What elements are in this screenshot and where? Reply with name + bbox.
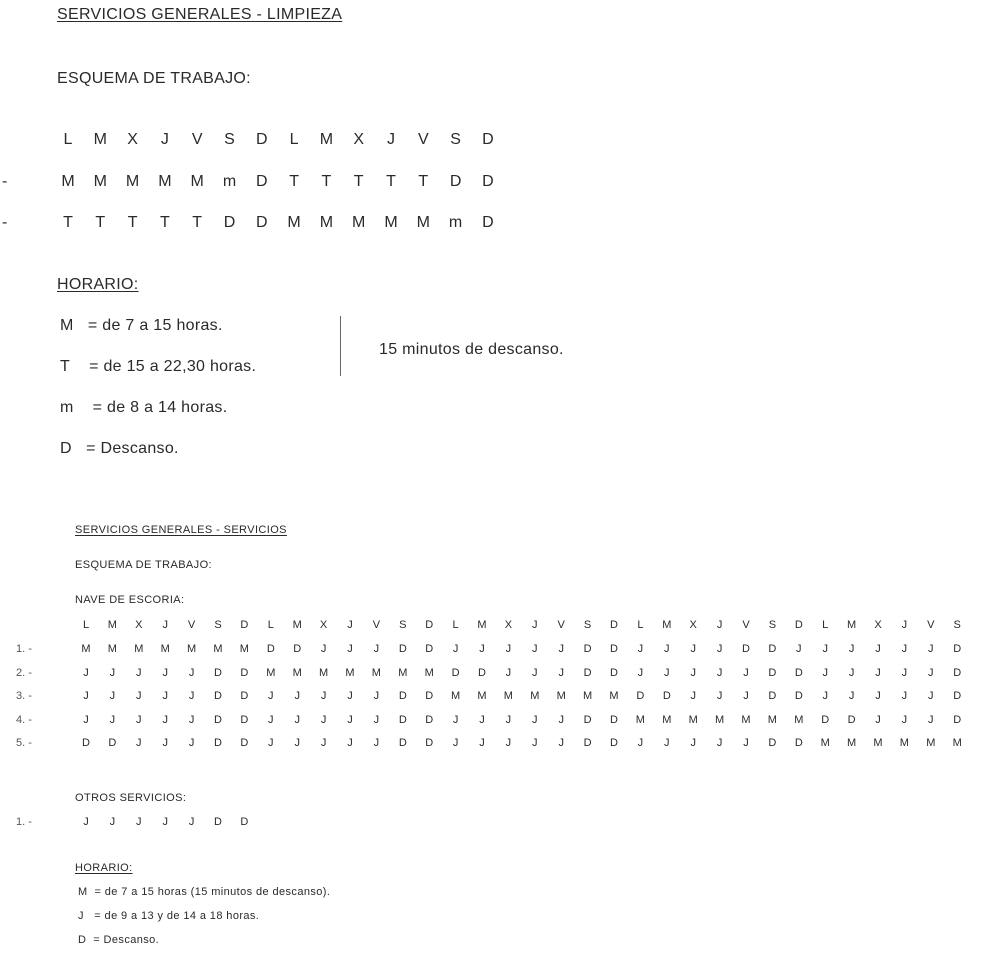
shift-cell: J bbox=[109, 690, 116, 702]
shift-cell: D bbox=[214, 690, 222, 702]
shift-cell: J bbox=[928, 690, 934, 702]
schedule-text: = de 7 a 15 horas. bbox=[87, 317, 223, 334]
shift-cell: J bbox=[505, 737, 512, 749]
shift-cell: J bbox=[373, 643, 380, 655]
limpieza-schedule-item bbox=[60, 358, 256, 376]
shift-cell: J bbox=[347, 713, 353, 726]
shift-cell: J bbox=[136, 816, 142, 828]
shift-cell: J bbox=[188, 737, 195, 749]
shift-cell: D bbox=[240, 690, 249, 702]
shift-cell: D bbox=[847, 713, 856, 726]
shift-cell: J bbox=[822, 666, 828, 679]
shift-cell: T bbox=[127, 214, 138, 231]
shift-cell: L bbox=[822, 619, 829, 631]
shift-cell: M bbox=[873, 737, 883, 749]
shift-cell: M bbox=[134, 643, 144, 655]
shift-cell: D bbox=[768, 643, 777, 655]
shift-cell: M bbox=[319, 131, 334, 148]
shift-cell: M bbox=[477, 619, 487, 631]
shift-cell: J bbox=[664, 737, 670, 749]
shift-cell: D bbox=[610, 619, 618, 631]
schedule-text: = Descanso. bbox=[86, 440, 179, 457]
shift-cell: J bbox=[558, 643, 564, 655]
shift-cell: J bbox=[637, 643, 644, 655]
shift-cell: V bbox=[557, 619, 565, 631]
shift-cell: J bbox=[716, 666, 723, 679]
shift-cell: J bbox=[109, 713, 116, 726]
shift-cell: J bbox=[160, 131, 169, 148]
shift-cell: J bbox=[109, 666, 116, 679]
shift-cell: D bbox=[425, 619, 434, 631]
shift-cell: D bbox=[482, 214, 494, 231]
shift-cell: D bbox=[610, 737, 618, 749]
shift-cell: J bbox=[743, 737, 749, 749]
shift-cell: J bbox=[83, 713, 89, 726]
shift-cell: J bbox=[320, 737, 327, 749]
shift-cell: S bbox=[450, 131, 461, 148]
shift-cell: X bbox=[127, 131, 138, 148]
shift-cell: J bbox=[743, 690, 749, 702]
row-marker: - bbox=[2, 214, 8, 231]
shift-cell: D bbox=[794, 666, 803, 679]
shift-cell: J bbox=[268, 713, 274, 726]
shift-cell: J bbox=[162, 737, 168, 749]
shift-cell: m bbox=[448, 214, 463, 231]
shift-cell: M bbox=[371, 666, 381, 679]
shift-cell: X bbox=[319, 619, 328, 631]
shift-cell: D bbox=[794, 690, 803, 702]
shift-cell: D bbox=[214, 816, 222, 828]
shift-cell: M bbox=[451, 690, 461, 702]
shift-cell: J bbox=[188, 666, 195, 679]
shift-cell: J bbox=[875, 643, 881, 655]
shift-cell: J bbox=[162, 816, 168, 828]
shift-cell: J bbox=[347, 619, 353, 631]
shift-cell: D bbox=[451, 666, 460, 679]
schedule-text: = de 8 a 14 horas. bbox=[92, 399, 228, 416]
shift-cell: D bbox=[742, 643, 750, 655]
shift-cell: J bbox=[320, 643, 327, 655]
shift-cell: T bbox=[353, 173, 364, 190]
shift-cell: M bbox=[820, 737, 830, 749]
shift-cell: S bbox=[583, 619, 592, 631]
schedule-code: M bbox=[78, 886, 88, 898]
shift-cell: J bbox=[373, 713, 380, 726]
shift-cell: D bbox=[482, 173, 494, 190]
shift-cell: T bbox=[192, 214, 203, 231]
shift-cell: D bbox=[794, 619, 803, 631]
shift-cell: J bbox=[452, 643, 459, 655]
shift-cell: J bbox=[928, 666, 934, 679]
shift-cell: J bbox=[294, 737, 300, 749]
shift-cell: L bbox=[289, 131, 299, 148]
shift-cell: M bbox=[352, 214, 366, 231]
row-marker: - bbox=[2, 173, 8, 190]
shift-cell: D bbox=[953, 690, 962, 702]
shift-cell: M bbox=[477, 690, 487, 702]
shift-cell: J bbox=[822, 643, 828, 655]
shift-cell: J bbox=[901, 643, 908, 655]
shift-cell: M bbox=[583, 690, 593, 702]
shift-cell: J bbox=[716, 643, 723, 655]
shift-cell: J bbox=[136, 666, 142, 679]
shift-cell: J bbox=[505, 666, 512, 679]
limpieza-scheme-title: ESQUEMA DE TRABAJO: bbox=[57, 70, 251, 87]
schedule-text: = de 9 a 13 y de 14 a 18 horas. bbox=[94, 910, 260, 922]
shift-cell: D bbox=[425, 737, 434, 749]
shift-cell: J bbox=[875, 713, 881, 726]
shift-cell: D bbox=[662, 690, 671, 702]
shift-cell: D bbox=[214, 713, 222, 726]
row-label: 3. - bbox=[16, 690, 32, 702]
shift-cell: J bbox=[558, 666, 564, 679]
shift-cell: M bbox=[158, 173, 172, 190]
shift-cell: J bbox=[848, 666, 855, 679]
shift-cell: V bbox=[927, 619, 935, 631]
shift-cell: M bbox=[926, 737, 936, 749]
shift-cell: M bbox=[688, 713, 698, 726]
shift-cell: M bbox=[847, 619, 857, 631]
shift-cell: J bbox=[558, 713, 564, 726]
shift-cell: J bbox=[928, 643, 934, 655]
shift-cell: J bbox=[716, 737, 723, 749]
shift-cell: D bbox=[449, 173, 462, 190]
shift-cell: M bbox=[556, 690, 566, 702]
limpieza-schedule-title: HORARIO: bbox=[57, 276, 139, 293]
shift-cell: J bbox=[716, 619, 723, 631]
shift-cell: D bbox=[293, 643, 302, 655]
shift-cell: M bbox=[292, 666, 302, 679]
row-label: 5. - bbox=[16, 737, 32, 749]
shift-cell: L bbox=[82, 619, 90, 631]
shift-cell: T bbox=[63, 214, 73, 231]
shift-cell: M bbox=[81, 643, 91, 655]
shift-cell: J bbox=[452, 737, 459, 749]
shift-cell: D bbox=[398, 690, 407, 702]
shift-cell: J bbox=[875, 690, 881, 702]
break-note: 15 minutos de descanso. bbox=[379, 341, 564, 358]
shift-cell: J bbox=[320, 713, 327, 726]
shift-cell: D bbox=[82, 737, 90, 749]
shift-cell: V bbox=[187, 619, 196, 631]
shift-cell: D bbox=[610, 666, 618, 679]
shift-cell: J bbox=[532, 713, 538, 726]
shift-cell: M bbox=[61, 173, 75, 190]
shift-cell: J bbox=[505, 643, 512, 655]
shift-cell: M bbox=[107, 619, 117, 631]
shift-cell: J bbox=[901, 713, 908, 726]
shift-cell: J bbox=[637, 666, 644, 679]
shift-cell: M bbox=[319, 666, 329, 679]
shift-cell: M bbox=[952, 737, 962, 749]
shift-cell: D bbox=[636, 690, 645, 702]
shift-cell: J bbox=[136, 690, 142, 702]
shift-cell: J bbox=[637, 737, 644, 749]
shift-cell: M bbox=[187, 643, 197, 655]
shift-cell: D bbox=[256, 214, 268, 231]
shift-cell: J bbox=[822, 690, 828, 702]
limpieza-title: SERVICIOS GENERALES - LIMPIEZA bbox=[57, 6, 343, 23]
row-label: 2. - bbox=[16, 666, 32, 679]
shift-cell: M bbox=[503, 690, 513, 702]
shift-cell: D bbox=[240, 816, 249, 828]
servicios-scheme-title: ESQUEMA DE TRABAJO: bbox=[75, 559, 212, 571]
shift-cell: L bbox=[452, 619, 459, 631]
shift-cell: V bbox=[372, 619, 381, 631]
shift-cell: J bbox=[479, 737, 485, 749]
shift-cell: J bbox=[373, 737, 380, 749]
shift-cell: J bbox=[848, 690, 855, 702]
shift-cell: D bbox=[256, 131, 268, 148]
shift-cell: D bbox=[794, 737, 803, 749]
shift-cell: D bbox=[953, 666, 962, 679]
row-label: 1. - bbox=[16, 816, 32, 828]
shift-cell: J bbox=[875, 666, 881, 679]
schedule-text: = de 7 a 15 horas (15 minutos de descanso). bbox=[94, 886, 331, 898]
shift-cell: M bbox=[345, 666, 355, 679]
shift-cell: M bbox=[662, 619, 672, 631]
shift-cell: M bbox=[239, 643, 249, 655]
shift-cell: J bbox=[928, 713, 934, 726]
shift-cell: M bbox=[530, 690, 540, 702]
shift-cell: J bbox=[690, 643, 696, 655]
shift-cell: J bbox=[373, 690, 380, 702]
shift-cell: L bbox=[637, 619, 644, 631]
shift-cell: J bbox=[743, 666, 749, 679]
shift-cell: J bbox=[83, 816, 89, 828]
shift-cell: J bbox=[479, 643, 485, 655]
shift-cell: J bbox=[387, 131, 395, 148]
otros-servicios-title: OTROS SERVICIOS: bbox=[75, 792, 187, 804]
shift-cell: V bbox=[191, 131, 203, 148]
shift-cell: X bbox=[353, 131, 365, 148]
shift-cell: J bbox=[664, 643, 670, 655]
shift-cell: J bbox=[294, 690, 300, 702]
shift-cell: J bbox=[848, 643, 855, 655]
shift-cell: M bbox=[384, 214, 398, 231]
row-label: 4. - bbox=[16, 713, 32, 726]
shift-cell: X bbox=[135, 619, 143, 631]
shift-cell: J bbox=[532, 666, 538, 679]
shift-cell: m bbox=[222, 173, 237, 190]
shift-cell: M bbox=[107, 643, 117, 655]
shift-cell: D bbox=[953, 713, 962, 726]
shift-cell: J bbox=[268, 737, 274, 749]
shift-cell: J bbox=[136, 737, 142, 749]
bracket-divider bbox=[340, 316, 341, 376]
shift-cell: S bbox=[768, 619, 777, 631]
shift-cell: D bbox=[953, 643, 962, 655]
shift-cell: M bbox=[794, 713, 804, 726]
shift-cell: M bbox=[847, 737, 857, 749]
shift-cell: D bbox=[768, 666, 777, 679]
shift-cell: M bbox=[93, 173, 107, 190]
shift-cell: M bbox=[292, 619, 302, 631]
shift-cell: M bbox=[767, 713, 777, 726]
shift-cell: D bbox=[223, 214, 236, 231]
shift-cell: J bbox=[690, 666, 696, 679]
shift-cell: M bbox=[416, 214, 430, 231]
shift-cell: J bbox=[136, 713, 142, 726]
shift-cell: M bbox=[715, 713, 725, 726]
shift-cell: D bbox=[768, 690, 777, 702]
schedule-code: J bbox=[78, 910, 84, 922]
shift-cell: J bbox=[558, 737, 564, 749]
shift-cell: D bbox=[240, 619, 249, 631]
shift-cell: V bbox=[417, 131, 429, 148]
shift-cell: D bbox=[478, 666, 486, 679]
shift-cell: S bbox=[224, 131, 235, 148]
shift-cell: D bbox=[610, 713, 618, 726]
shift-cell: J bbox=[796, 643, 802, 655]
shift-cell: J bbox=[268, 690, 274, 702]
shift-cell: J bbox=[901, 690, 908, 702]
shift-cell: J bbox=[690, 690, 696, 702]
schedule-code: T bbox=[60, 358, 71, 375]
shift-cell: J bbox=[188, 816, 195, 828]
shift-cell: T bbox=[386, 173, 396, 190]
nave-escoria-title: NAVE DE ESCORIA: bbox=[75, 594, 185, 606]
shift-cell: D bbox=[425, 643, 434, 655]
shift-cell: V bbox=[742, 619, 750, 631]
shift-cell: J bbox=[532, 619, 538, 631]
shift-cell: M bbox=[741, 713, 751, 726]
shift-cell: M bbox=[899, 737, 909, 749]
shift-cell: J bbox=[162, 713, 168, 726]
shift-cell: J bbox=[83, 690, 89, 702]
schedule-text: = Descanso. bbox=[93, 934, 160, 946]
shift-cell: M bbox=[266, 666, 276, 679]
shift-cell: J bbox=[320, 690, 327, 702]
shift-cell: D bbox=[240, 713, 249, 726]
shift-cell: J bbox=[347, 643, 353, 655]
shift-cell: J bbox=[162, 619, 168, 631]
shift-cell: D bbox=[240, 666, 249, 679]
servicios-title: SERVICIOS GENERALES - SERVICIOS bbox=[75, 524, 287, 536]
shift-cell: J bbox=[188, 690, 195, 702]
shift-cell: M bbox=[287, 214, 301, 231]
shift-cell: X bbox=[689, 619, 697, 631]
shift-cell: J bbox=[294, 713, 300, 726]
shift-cell: T bbox=[95, 214, 106, 231]
shift-cell: X bbox=[874, 619, 882, 631]
servicios-schedule-title: HORARIO: bbox=[75, 862, 133, 874]
shift-cell: M bbox=[319, 214, 334, 231]
shift-cell: L bbox=[63, 131, 73, 148]
shift-cell: D bbox=[821, 713, 830, 726]
shift-cell: D bbox=[583, 643, 592, 655]
shift-cell: D bbox=[425, 690, 434, 702]
limpieza-schedule-item bbox=[60, 399, 227, 417]
servicios-schedule-item bbox=[78, 934, 159, 946]
shift-cell: T bbox=[289, 173, 299, 190]
shift-cell: D bbox=[583, 666, 592, 679]
shift-cell: J bbox=[901, 619, 908, 631]
shift-cell: L bbox=[267, 619, 274, 631]
shift-cell: J bbox=[690, 737, 696, 749]
shift-cell: T bbox=[321, 173, 332, 190]
shift-cell: J bbox=[532, 643, 538, 655]
shift-cell: D bbox=[768, 737, 777, 749]
shift-cell: D bbox=[482, 131, 494, 148]
limpieza-schedule-item bbox=[60, 440, 179, 458]
shift-cell: M bbox=[190, 173, 204, 190]
shift-cell: M bbox=[213, 643, 223, 655]
shift-cell: J bbox=[532, 737, 538, 749]
schedule-code: D bbox=[78, 934, 87, 946]
shift-cell: D bbox=[398, 643, 407, 655]
shift-cell: J bbox=[83, 666, 89, 679]
shift-cell: J bbox=[505, 713, 512, 726]
shift-cell: M bbox=[609, 690, 619, 702]
shift-cell: D bbox=[256, 173, 268, 190]
row-label: 1. - bbox=[16, 643, 32, 655]
shift-cell: M bbox=[125, 173, 140, 190]
shift-cell: M bbox=[662, 713, 672, 726]
shift-cell: J bbox=[188, 713, 195, 726]
shift-cell: T bbox=[418, 173, 429, 190]
shift-cell: J bbox=[901, 666, 908, 679]
shift-cell: J bbox=[479, 713, 485, 726]
shift-cell: D bbox=[583, 713, 592, 726]
limpieza-schedule-item bbox=[60, 317, 223, 335]
shift-cell: J bbox=[716, 690, 723, 702]
shift-cell: D bbox=[398, 713, 407, 726]
shift-cell: D bbox=[398, 737, 407, 749]
shift-cell: D bbox=[108, 737, 117, 749]
schedule-code: m bbox=[60, 399, 74, 416]
schedule-text: = de 15 a 22,30 horas. bbox=[89, 358, 257, 375]
shift-cell: D bbox=[214, 666, 222, 679]
schedule-code: D bbox=[60, 440, 72, 457]
shift-cell: D bbox=[583, 737, 592, 749]
shift-cell: S bbox=[214, 619, 222, 631]
shift-cell: D bbox=[425, 713, 434, 726]
shift-cell: J bbox=[162, 690, 168, 702]
shift-cell: M bbox=[398, 666, 408, 679]
shift-cell: M bbox=[160, 643, 170, 655]
shift-cell: T bbox=[160, 214, 170, 231]
shift-cell: J bbox=[664, 666, 670, 679]
shift-cell: M bbox=[93, 131, 107, 148]
shift-cell: M bbox=[635, 713, 645, 726]
shift-cell: X bbox=[504, 619, 513, 631]
shift-cell: S bbox=[399, 619, 407, 631]
schedule-code: M bbox=[60, 317, 74, 334]
shift-cell: D bbox=[610, 643, 618, 655]
shift-cell: J bbox=[162, 666, 168, 679]
servicios-schedule-item bbox=[78, 886, 330, 898]
shift-cell: J bbox=[452, 713, 459, 726]
shift-cell: M bbox=[424, 666, 434, 679]
shift-cell: D bbox=[266, 643, 275, 655]
shift-cell: J bbox=[109, 816, 116, 828]
shift-cell: D bbox=[214, 737, 222, 749]
shift-cell: J bbox=[347, 690, 353, 702]
shift-cell: J bbox=[347, 737, 353, 749]
shift-cell: D bbox=[240, 737, 249, 749]
shift-cell: S bbox=[953, 619, 961, 631]
servicios-schedule-item bbox=[78, 910, 259, 922]
